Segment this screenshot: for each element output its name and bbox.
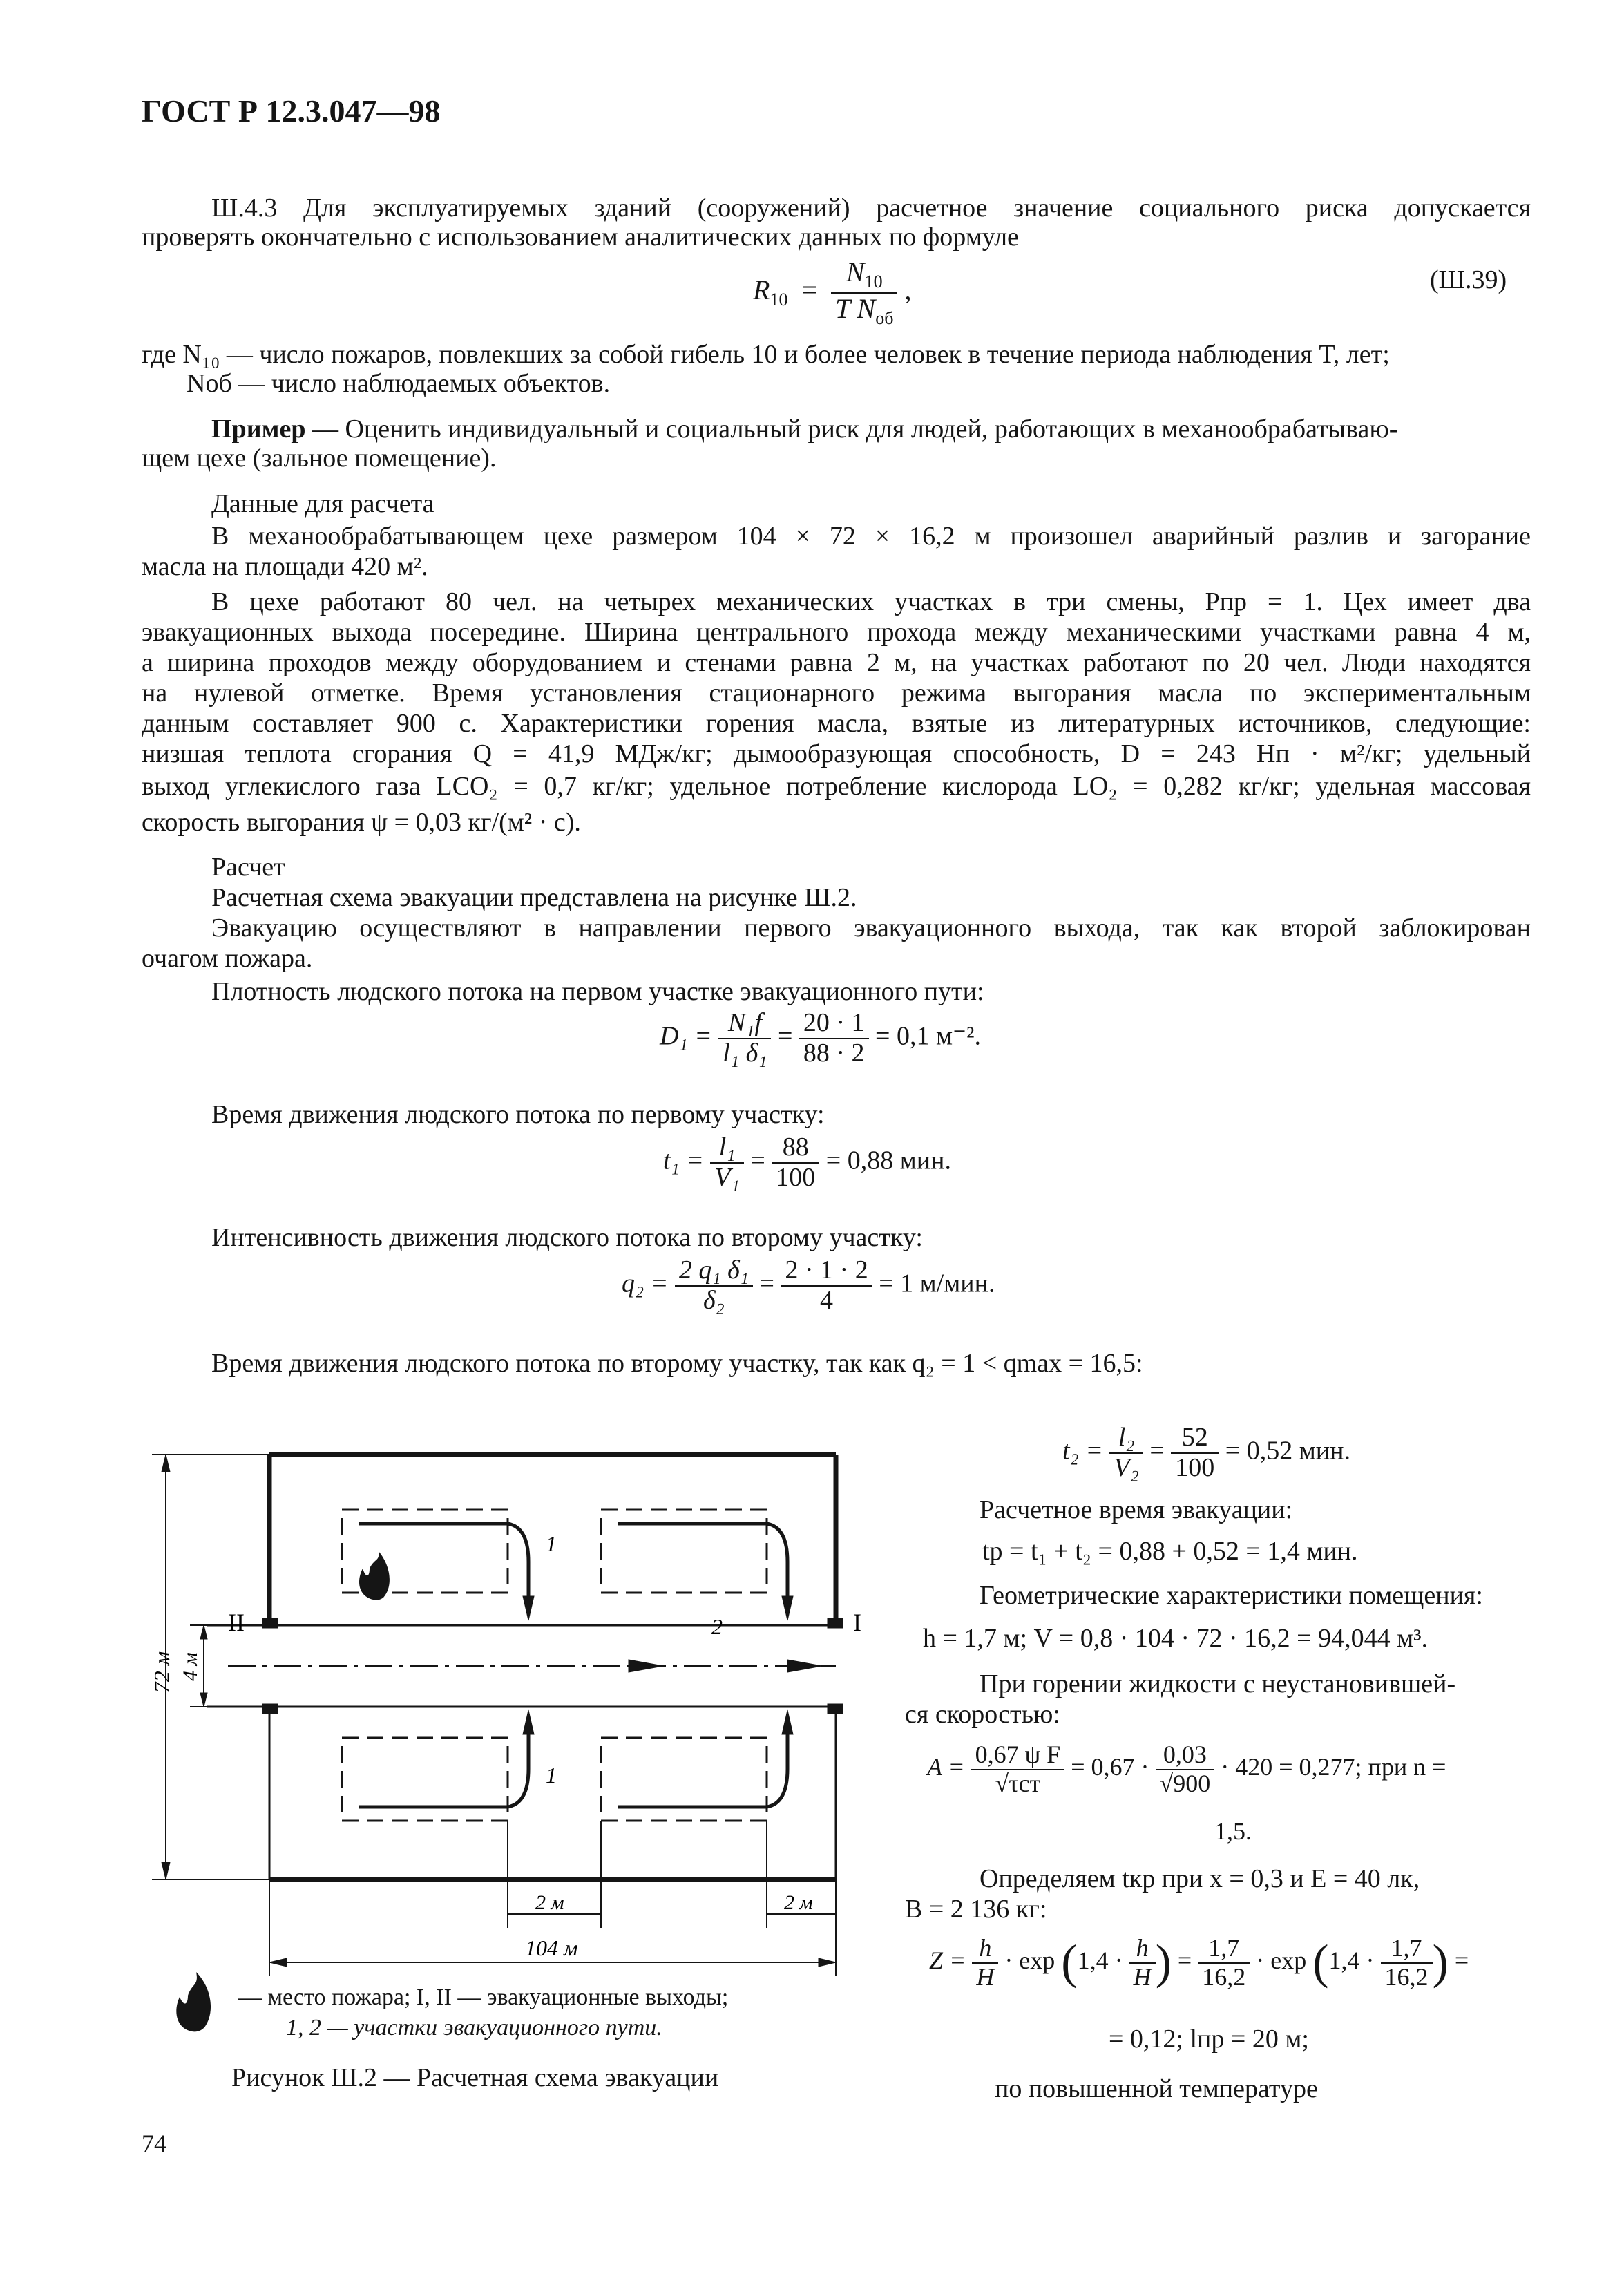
equation-z-paren1: 1,4 · — [1077, 1946, 1123, 1974]
exit-1-marker-bottom — [828, 1704, 843, 1714]
data-line1: В механообрабатывающем цехе размером 104 × 72 × 16,2 м произошел аварийный разлив и загорание — [211, 522, 1531, 551]
equation-a-num2: 0,03 — [1156, 1741, 1215, 1770]
equation-q2: q₂ = $\frac{\text{2 q₁ δ₁}}{\text{δ₂}}$ = $\frac{2 \cdot 1 \cdot 2}{4}$ = 1 м/мин. — [622, 1256, 995, 1315]
equation-d1-num2: 20 · 1 — [799, 1009, 869, 1039]
result-line8: B = 2 136 кг: — [905, 1895, 1047, 1924]
calc-line2a: Эвакуацию осуществляют в направлении первого эвакуационного выхода, так как второй заблокирован — [211, 913, 1531, 942]
equation-t2-rest: = 0,52 мин. — [1225, 1436, 1350, 1466]
equation-d1-rest: = 0,1 м⁻². — [875, 1021, 981, 1051]
formula-sh39-num: N — [846, 256, 865, 287]
equation-a-mid: = 0,67 · — [1071, 1752, 1149, 1781]
workshop-line6: низшая теплота сгорания Q = 41,9 МДж/кг; дымообразующая способность, D = 243 Нп · м²/кг; удельный — [142, 739, 1531, 768]
dim-72m-arrow-bottom — [162, 1862, 170, 1879]
workshop-line1: В цехе работают 80 чел. на четырех механических участках в три смены, Pпр = 1. Цех имеет два — [211, 587, 1531, 616]
dim-72m-arrow-top — [162, 1455, 170, 1472]
paragraph-sh43-line2: проверять окончательно с использованием аналитических данных по формуле — [142, 222, 1019, 252]
result-line10: по повышенной температуре — [995, 2074, 1318, 2103]
result-line7: Определяем tкр при x = 0,3 и E = 40 лк, — [980, 1864, 1420, 1893]
workshop-line5: данным составляет 900 с. Характеристики горения масла, взятые из литературных источников, следующие: — [142, 709, 1531, 738]
corridor-arrow-middle — [629, 1660, 663, 1672]
equation-t1-den2: 100 — [776, 1162, 816, 1192]
equation-t1-num2: 88 — [772, 1133, 819, 1164]
calc-line6: Время движения людского потока по второму участку, так как q₂ = 1 < qmax = 16,5: — [211, 1349, 1143, 1378]
result-line5: При горении жидкости с неустановившей- — [980, 1669, 1456, 1698]
label-route-1-bottom: 1 — [546, 1763, 557, 1788]
equation-z-num2: h — [1129, 1935, 1156, 1964]
label-route-1-top: 1 — [546, 1531, 557, 1556]
equation-z-end: = — [1454, 1946, 1469, 1974]
equation-z-exp1: · exp — [1004, 1946, 1055, 1974]
calc-title: Расчет — [211, 853, 285, 882]
formula-sh39-lhs-sub: 10 — [770, 289, 788, 310]
equation-q2-lhs: q₂ = — [622, 1269, 669, 1298]
equation-a-num1: 0,67 ψ F — [971, 1741, 1065, 1770]
evacuation-scheme-figure — [131, 1423, 898, 1976]
example-line1 — [211, 413, 1397, 446]
equation-t2-num1: l₂ — [1109, 1423, 1143, 1454]
equation-z-den3: 16,2 — [1202, 1962, 1246, 1991]
fire-icon — [359, 1551, 390, 1600]
route-1-bottom-left — [359, 1727, 528, 1807]
equation-z-num1: h — [972, 1935, 998, 1964]
label-route-2: 2 — [711, 1614, 723, 1639]
label-exit-2: II — [228, 1609, 245, 1636]
equation-z-eq: = — [1177, 1946, 1192, 1974]
paragraph-sh43-line1: Ш.4.3 Для эксплуатируемых зданий (сооружений) расчетное значение социального риска допускается — [211, 193, 1531, 222]
data-line2: масла на площади 420 м². — [142, 552, 428, 581]
result-line1: Расчетное время эвакуации: — [980, 1495, 1293, 1524]
result-line2: tр = t₁ + t₂ = 0,88 + 0,52 = 1,4 мин. — [982, 1537, 1358, 1566]
equation-d1-den2: 88 · 2 — [803, 1038, 865, 1068]
formula-sh39: $R_{10}$ = $N_{10}$ T $N_{об}$ , — [753, 256, 912, 328]
route-1-bottom-left-arrowhead — [523, 1710, 534, 1734]
equation-t2-den1: V₂ — [1114, 1452, 1139, 1482]
equation-d1: D₁ = $\frac{\text{N₁f}}{\text{l₁ δ₁}}$ = $\frac{20 \cdot 1}{88 \cdot 2}$ = 0,1 м⁻². — [660, 1008, 981, 1068]
result-line9: = 0,12; lпр = 20 м; — [1109, 2025, 1309, 2054]
formula-sh39-den: T N — [835, 292, 876, 324]
equation-z: Z = $\frac{h}{H}$ · exp (1,4 · $\frac{h}{H}$ ) = $\frac{1,7}{16,2}$ · exp (1,4 · $\frac{1,7}{16,2}$ ) = — [929, 1934, 1469, 1991]
label-exit-1: I — [853, 1609, 861, 1636]
equation-a-den1: √τст — [995, 1769, 1041, 1797]
route-1-top-left-arrowhead — [523, 1596, 534, 1620]
figure-caption: Рисунок Ш.2 — Расчетная схема эвакуации — [231, 2063, 719, 2092]
formula-sh39-num-sub: 10 — [864, 272, 883, 292]
example-text: — Оценить индивидуальный и социальный риск для людей, работающих в механообрабатываю- — [305, 415, 1398, 444]
equation-q2-den2: 4 — [820, 1285, 834, 1315]
formula-sh39-den-sub: об — [875, 307, 894, 328]
calc-line4: Время движения людского потока по первому участку: — [211, 1100, 825, 1129]
route-1-bottom-right — [618, 1727, 787, 1807]
data-title: Данные для расчета — [211, 489, 434, 518]
formula-sh39-lhs: R — [753, 274, 770, 305]
workshop-line4: на нулевой отметке. Время установления стационарного режима выгорания масла по экспериментальным — [142, 679, 1531, 708]
label-4m: 4 м — [179, 1652, 202, 1681]
legend-line2: 1, 2 — участки эвакуационного пути. — [286, 2015, 662, 2040]
equation-z-lhs: Z = — [929, 1946, 966, 1974]
equation-a — [927, 1741, 1446, 1797]
equation-z-num3: 1,7 — [1198, 1935, 1250, 1964]
legend-line1: — место пожара; I, II — эвакуационные выходы; — [238, 1984, 729, 2010]
equation-t2-den2: 100 — [1175, 1452, 1215, 1482]
where-line2: Nоб — число наблюдаемых объектов. — [187, 369, 611, 398]
equation-q2-num2: 2 · 1 · 2 — [781, 1256, 872, 1287]
calc-line1: Расчетная схема эвакуации представлена на рисунке Ш.2. — [211, 883, 857, 912]
equation-t1-rest: = 0,88 мин. — [825, 1146, 951, 1175]
dim-4m-arrow-bottom — [200, 1693, 207, 1707]
equation-t1-lhs: t₁ = — [663, 1146, 704, 1175]
legend-fire-icon — [171, 1971, 220, 2033]
calc-line2b: очагом пожара. — [142, 944, 313, 973]
equation-z-exp2: · exp — [1256, 1946, 1307, 1974]
label-104m: 104 м — [525, 1935, 578, 1960]
result-line6: ся скоростью: — [905, 1700, 1060, 1729]
dim-104m-arrow-right — [819, 1958, 836, 1967]
page-number: 74 — [142, 2130, 166, 2157]
equation-q2-num1: 2 q₁ δ₁ — [675, 1256, 753, 1287]
where-line1: где N₁₀ — число пожаров, повлекших за собой гибель 10 и более человек в течение периода наблюдения T, лет; — [142, 340, 1390, 369]
equation-t2: t₂ = $\frac{\text{l₂}}{\text{V₂}}$ = $\frac{52}{100}$ = 0,52 мин. — [1062, 1423, 1350, 1482]
workshop-line3: а ширина проходов между оборудованием и стенами равна 2 м, на участках работают по 20 чел. Люди находятся — [142, 648, 1531, 677]
example-bold: Пример — [211, 415, 306, 444]
equation-z-paren2: 1,4 · — [1328, 1946, 1375, 1974]
workshop-line7: выход углекислого газа LCO₂ = 0,7 кг/кг; удельное потребление кислорода LO₂ = 0,282 кг/кг; удельная массовая — [142, 772, 1531, 801]
label-72m: 72 м — [149, 1651, 174, 1694]
exit-2-marker-top — [262, 1618, 278, 1628]
label-2m-right: 2 м — [784, 1891, 813, 1914]
corridor-arrow-end — [787, 1660, 822, 1672]
equation-d1-num1: N₁f — [718, 1009, 771, 1039]
calc-line3: Плотность людского потока на первом участке эвакуационного пути: — [211, 977, 984, 1006]
formula-sh39-tail: , — [904, 274, 912, 305]
route-1-bottom-right-arrowhead — [782, 1710, 793, 1734]
equation-z-num4: 1,7 — [1381, 1935, 1433, 1964]
exit-2-marker-bottom — [262, 1704, 278, 1714]
equation-t1-den1: V₁ — [714, 1162, 740, 1192]
equation-a-lhs: A = — [927, 1752, 965, 1781]
equation-d1-lhs: D₁ = — [660, 1021, 712, 1051]
example-line2: щем цехе (зальное помещение). — [142, 444, 497, 473]
exit-1-marker-top — [828, 1618, 843, 1628]
result-line3: Геометрические характеристики помещения: — [980, 1581, 1483, 1610]
formula-sh39-tag: (Ш.39) — [1430, 265, 1507, 294]
formula-sh39-fraction — [831, 257, 897, 328]
dim-4m-arrow-top — [200, 1625, 207, 1639]
workshop-line2: эвакуационных выхода посередине. Ширина центрального прохода между механическими участками равна 4 м, — [142, 618, 1531, 647]
equation-d1-den1: l₁ δ₁ — [723, 1038, 767, 1068]
equation-t1: t₁ = $\frac{\text{l₁}}{\text{V₁}}$ = $\frac{88}{100}$ = 0,88 мин. — [663, 1133, 951, 1192]
equation-a-rest: · 420 = 0,277; при n = — [1221, 1752, 1446, 1781]
calc-line5: Интенсивность движения людского потока по второму участку: — [211, 1223, 923, 1252]
route-1-top-right-arrowhead — [782, 1596, 793, 1620]
workshop-line8: скорость выгорания ψ = 0,03 кг/(м² · с). — [142, 808, 581, 837]
equation-q2-den1: δ₂ — [703, 1285, 725, 1315]
equation-t2-num2: 52 — [1171, 1423, 1219, 1454]
equation-z-den1: H — [976, 1962, 995, 1991]
equation-z-den2: H — [1133, 1962, 1152, 1991]
equation-t2-lhs: t₂ = — [1062, 1436, 1103, 1466]
document-header: ГОСТ Р 12.3.047—98 — [142, 93, 441, 129]
equation-q2-rest: = 1 м/мин. — [879, 1269, 995, 1298]
equation-t1-num1: l₁ — [710, 1133, 743, 1164]
route-1-top-right — [618, 1524, 787, 1603]
dim-104m-arrow-left — [269, 1958, 287, 1967]
equation-a-next: 1,5. — [1214, 1817, 1252, 1845]
equation-z-den4: 16,2 — [1384, 1962, 1429, 1991]
label-2m-left: 2 м — [535, 1891, 564, 1914]
result-line4: h = 1,7 м; V = 0,8 · 104 · 72 · 16,2 = 94,044 м³. — [923, 1624, 1429, 1653]
equation-a-den2: √900 — [1159, 1769, 1211, 1797]
